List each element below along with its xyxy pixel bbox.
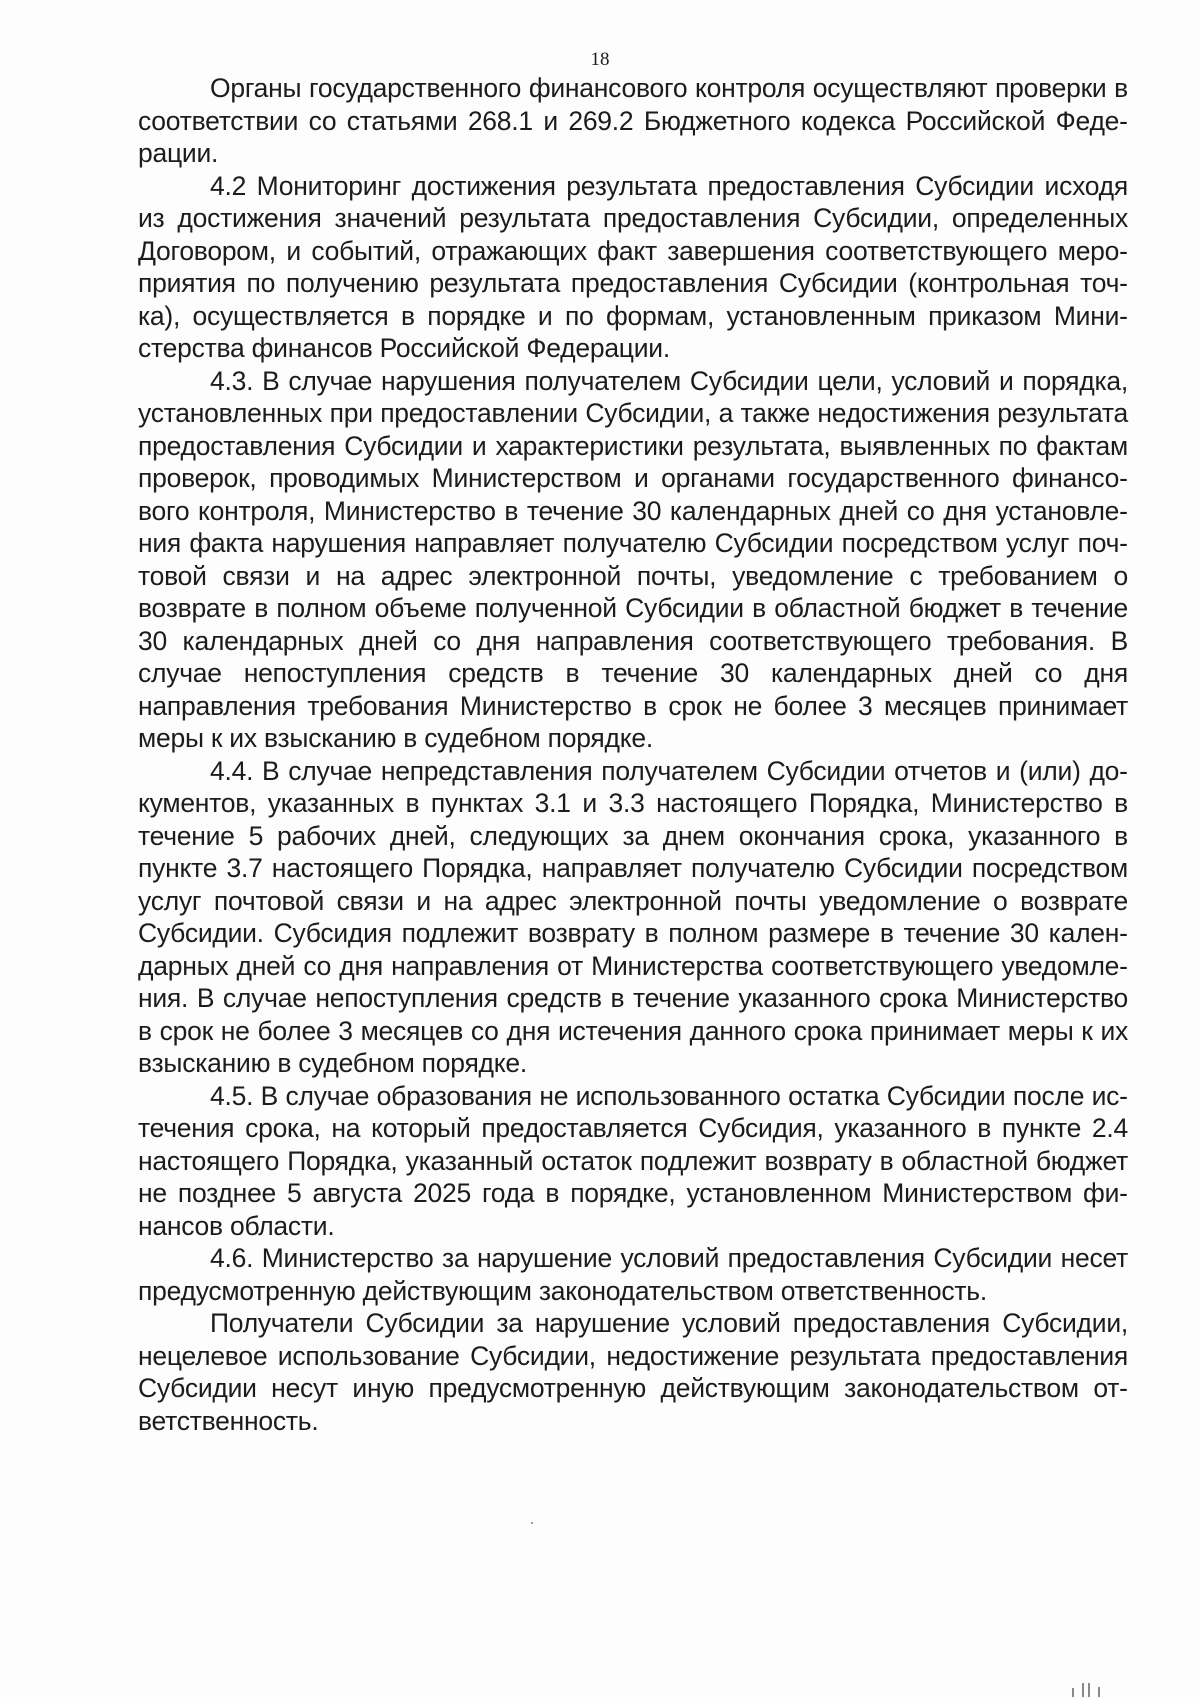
paragraph-4-2-monitoring: 4.2 Мониторинг достижения результата предоставления Субсидии исходя из достижения значений результата предоставления Субсидии, определенных Договором, и событий, отражающих факт завершения соответствующего мероприятия по получению результата предоставления Субсидии (контрольная точка), осуществляется в порядке и по формам, установленным приказом Министерства финансов Российской Федерации. <box>138 170 1128 363</box>
document-body <box>138 72 1128 1437</box>
paragraph-4-3-violation-return: 4.3. В случае нарушения получателем Субсидии цели, условий и порядка, установленных при предоставлении Субсидии, а также недостижения результата предоставления Субсидии и характеристики результата, выявленных по фактам проверок, проводимых Министерством и органами государственного финансового контроля, Министерство в течение 30 календарных дней со дня установления факта нарушения направляет получателю Субсидии посредством услуг почтовой связи и на адрес электронной почты, уведомление с требованием о возврате в полном объеме полученной Субсидии в областной бюджет в течение 30 календарных дней со дня направления соответствующего требования. В случае непоступления средств в течение 30 календарных дней со дня направления требования Министерство в срок не более 3 месяцев принимает меры к их взысканию в судебном порядке. <box>138 365 1128 753</box>
page-number: 18 <box>590 49 610 70</box>
paragraph-4-6-ministry-liability: 4.6. Министерство за нарушение условий предоставления Субсидии несет предусмотренную действующим законодательством ответственность. <box>138 1243 1128 1306</box>
paragraph-4-4-reports-not-submitted: 4.4. В случае непредставления получателем Субсидии отчетов и (или) документов, указанных в пунктах 3.1 и 3.3 настоящего Порядка, Министерство в течение 5 рабочих дней, следующих за днем окончания срока, указанного в пункте 3.7 настоящего Порядка, направляет получателю Субсидии посредством услуг почтовой связи и на адрес электронной почты уведомление о возврате Субсидии. Субсидия подлежит возврату в полном размере в течение 30 календарных дней со дня направления от Министерства соответствующего уведомления. В случае непоступления средств в течение указанного срока Министерство в срок не более 3 месяцев со дня истечения данного срока принимает меры к их взысканию в судебном порядке. <box>138 755 1128 1078</box>
paragraph-4-5-unused-balance: 4.5. В случае образования не использованного остатка Субсидии после истечения срока, на который предоставляется Субсидия, указанного в пункте 2.4 настоящего Порядка, указанный остаток подлежит возврату в областной бюджет не позднее 5 августа 2025 года в порядке, установленном Министерством финансов области. <box>138 1080 1128 1241</box>
scan-artifact-dot <box>531 1522 533 1524</box>
paragraph-recipients-liability: Получатели Субсидии за нарушение условий предоставления Субсидии, нецелевое использование Субсидии, недостижение результата предоставления Субсидии несут иную предусмотренную действующим законодательством ответственность. <box>138 1308 1128 1436</box>
scan-artifact-marks <box>1068 1681 1108 1697</box>
paragraph-financial-control: Органы государственного финансового контроля осуществляют проверки в соответствии со статьями 268.1 и 269.2 Бюджетного кодекса Российской Федерации. <box>138 73 1128 168</box>
